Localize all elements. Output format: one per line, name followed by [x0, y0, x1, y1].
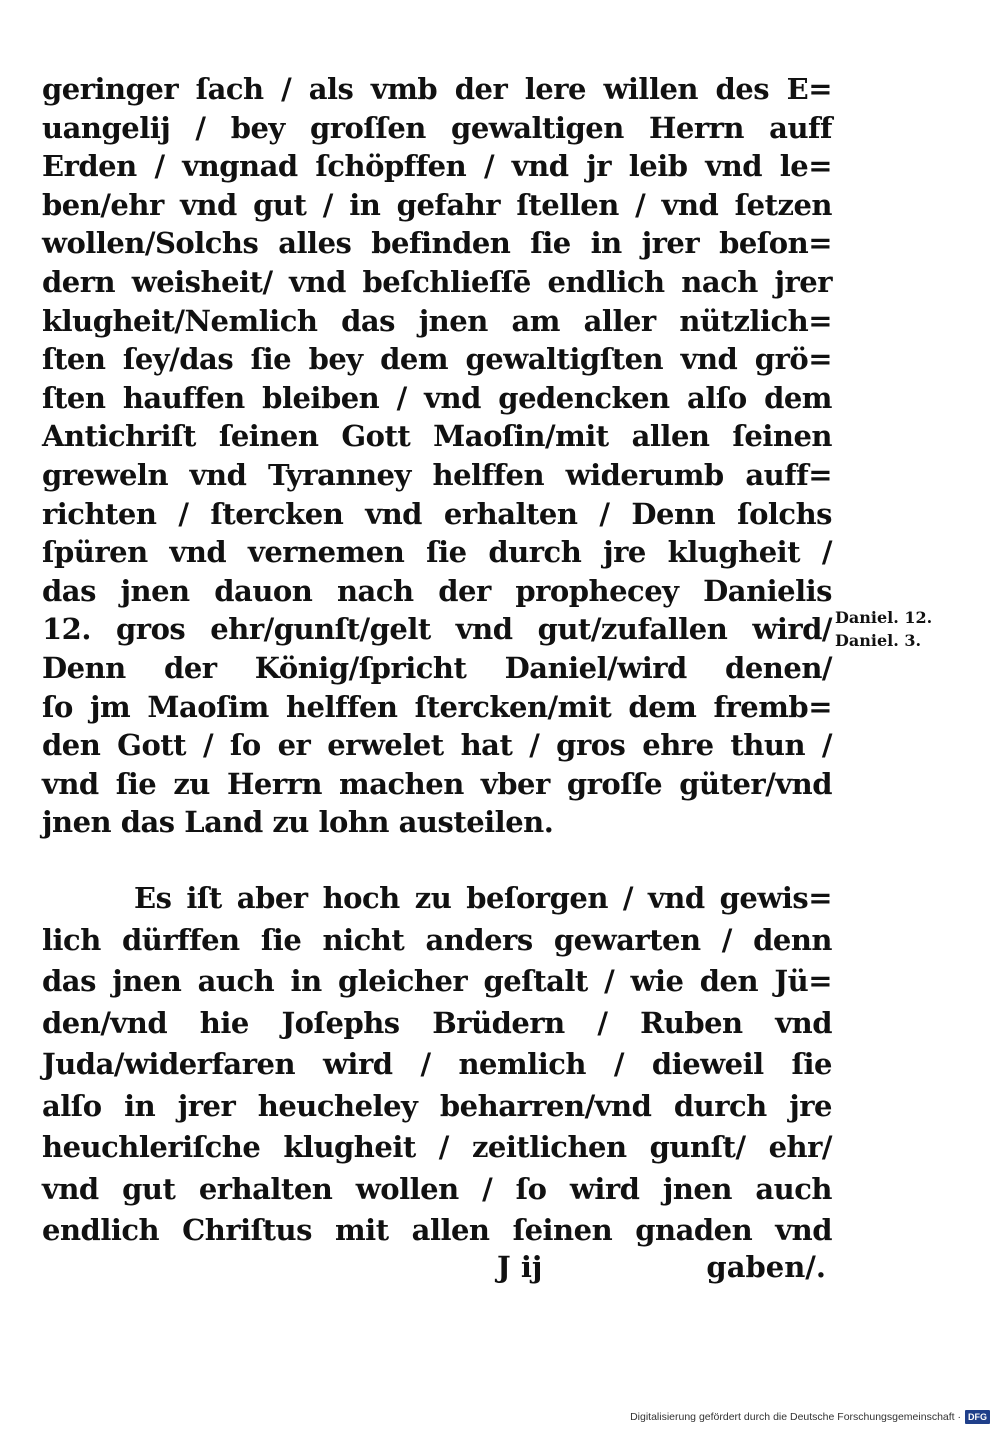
- text-line: ſpüren vnd vernemen ſie durch jre klugheit /: [42, 535, 832, 570]
- text-line: uangelij / bey groſſen gewaltigen Herrn auff: [42, 110, 832, 145]
- signature-mark: J ij: [497, 1250, 543, 1284]
- dfg-logo-icon: DFG: [965, 1410, 990, 1424]
- text-line: jnen das Land zu lohn austeilen.: [42, 805, 554, 840]
- text-line: alſo in jrer heucheley beharren/vnd durch jre: [42, 1088, 832, 1123]
- text-line: heuchleriſche klugheit / zeitlichen gunſt/ ehr/: [42, 1130, 832, 1164]
- digitization-footer: [630, 1409, 990, 1425]
- text-line: Denn der König/ſpricht Daniel/wird denen/: [42, 650, 832, 685]
- text-line: ſten ſey/das ſie bey dem gewaltigſten vnd grö=: [42, 342, 832, 377]
- text-line: dern weisheit/ vnd beſchlieſſē endlich nach jrer: [42, 264, 832, 299]
- catchword: gaben/.: [706, 1250, 826, 1284]
- paragraph-2: [42, 878, 832, 1252]
- text-line: geringer ſach / als vmb der lere willen des E=: [42, 72, 832, 106]
- text-line: endlich Chriſtus mit allen ſeinen gnaden vnd: [42, 1213, 832, 1247]
- text-line: vnd gut erhalten wollen / ſo wird jnen auch: [42, 1171, 832, 1206]
- text-line: klugheit/Nemlich das jnen am aller nützlich=: [42, 303, 832, 338]
- text-line: Antichriſt ſeinen Gott Maoſin/mit allen ſeinen: [42, 419, 832, 454]
- margin-notes: [835, 606, 975, 652]
- footer-credit-text: Digitalisierung gefördert durch die Deutsche Forschungsgemeinschaft ·: [630, 1411, 961, 1423]
- text-line: das jnen auch in gleicher geſtalt / wie den Jü=: [42, 964, 832, 998]
- margin-note-daniel-12: Daniel. 12.: [835, 608, 933, 627]
- text-line: greweln vnd Tyranney helffen widerumb auff=: [42, 457, 832, 492]
- text-line: vnd ſie zu Herrn machen vber groſſe güter/vnd: [42, 766, 832, 801]
- text-line: den Gott / ſo er erwelet hat / gros ehre thun /: [42, 728, 832, 763]
- text-line: ben/ehr vnd gut / in gefahr ſtellen / vnd ſetzen: [42, 187, 832, 222]
- text-line: Juda/widerfaren wird / nemlich / dieweil ſie: [42, 1047, 832, 1081]
- text-line: Es iſt aber hoch zu beſorgen / vnd gewis=: [134, 881, 832, 915]
- text-line: ſo jm Maoſim helffen ſtercken/mit dem fremb=: [42, 689, 832, 724]
- text-line: 12. gros ehr/gunſt/gelt vnd gut/zufallen wird/: [42, 612, 832, 647]
- text-line: das jnen dauon nach der prophecey Danielis: [42, 573, 832, 608]
- margin-note-daniel-3: Daniel. 3.: [835, 631, 922, 650]
- text-line: ſten hauffen bleiben / vnd gedencken alſo dem: [42, 380, 832, 415]
- text-line: den/vnd hie Joſephs Brüdern / Ruben vnd: [42, 1005, 832, 1040]
- text-line: lich dürffen ſie nicht anders gewarten / denn: [42, 922, 832, 957]
- text-line: richten / ſtercken vnd erhalten / Denn ſolchs: [42, 496, 832, 531]
- text-line: wollen/Solchs alles befinden ſie in jrer beſon=: [42, 226, 832, 261]
- paragraph-1: [42, 70, 832, 842]
- page-foot-row: [42, 1245, 832, 1289]
- text-line: Erden / vngnad ſchöpffen / vnd jr leib vnd le=: [42, 149, 832, 184]
